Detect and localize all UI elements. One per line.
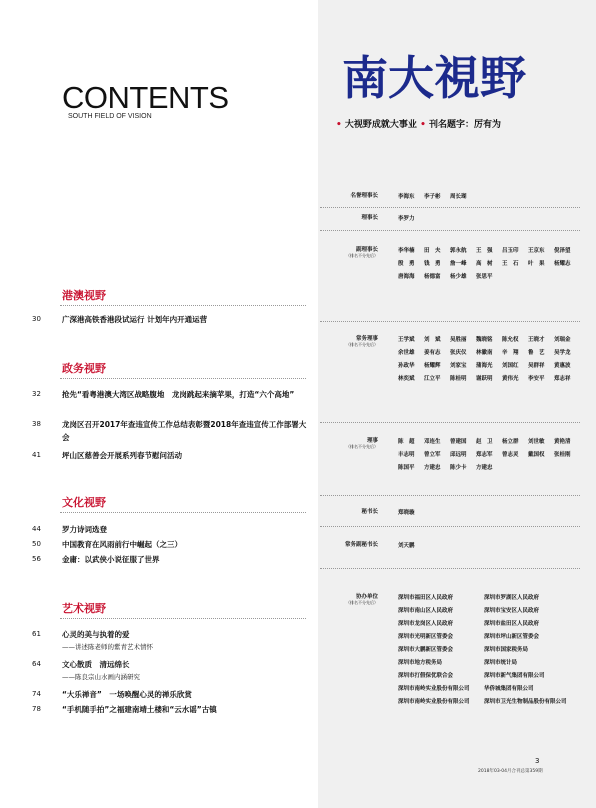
toc-page: 78	[32, 705, 41, 713]
section-rule	[60, 305, 306, 306]
board-member-name: 陈国平	[398, 465, 415, 471]
board-role: 常务理事 （排名不分先后）	[346, 336, 378, 347]
toc-title: 金庸：以武侠小说征服了世界	[62, 555, 160, 564]
board-member-name: 深圳市卫光生物制品股份有限公司	[484, 699, 567, 705]
board-member-name: 王 石	[502, 261, 519, 267]
board-names	[398, 334, 588, 386]
board-member-name: 郑志祥	[554, 376, 571, 382]
board-names	[398, 245, 588, 284]
board-role: 名誉理事长	[350, 193, 378, 199]
board-member-name: 殷 勇	[398, 261, 415, 267]
board-names	[398, 592, 588, 709]
board-member-name: 林徽南	[476, 350, 493, 356]
toc-title: 坪山区慈善会开展系列春节慰问活动	[62, 451, 182, 460]
board-member-name: 华侨城集团有限公司	[484, 686, 534, 692]
board-member-name: 江立平	[424, 376, 441, 382]
board-member-name: 高 树	[476, 261, 493, 267]
board-member-name: 杨立群	[502, 439, 519, 445]
toc-title	[62, 628, 312, 654]
red-bullet-icon: •	[420, 120, 426, 130]
toc-page: 56	[32, 555, 41, 563]
board-member-name: 深圳市龙岗区人民政府	[398, 621, 454, 627]
board-member-name: 陈允权	[502, 337, 519, 343]
board-member-name: 方建忠	[424, 465, 441, 471]
magazine-logo	[338, 44, 548, 110]
board-member-name: 曾建国	[450, 439, 467, 445]
board-member-name: 李安平	[528, 376, 545, 382]
toc-title: 广深港高铁香港段试运行 计划年内开通运营	[62, 315, 208, 324]
board-member-name: 詹一峰	[450, 261, 467, 267]
board-member-name: 姜有志	[424, 350, 441, 356]
board-member-name: 深圳市大鹏新区管委会	[398, 647, 454, 653]
board-member-name: 深圳市统计局	[484, 660, 518, 666]
toc-page: 38	[32, 420, 41, 428]
board-member-name: 深圳市光明新区管委会	[398, 634, 454, 640]
board-member-name: 深圳市南岭实业股份有限公司	[398, 686, 470, 692]
board-names	[398, 436, 588, 475]
toc-page: 41	[32, 451, 41, 459]
board-member-name: 钱 勇	[424, 261, 441, 267]
board-member-name: 张思平	[476, 274, 493, 280]
section-heading-art: 艺术视野	[62, 602, 106, 615]
board-member-name: 王学斌	[398, 337, 415, 343]
toc-title-main: 文心散质 清远绵长	[62, 660, 130, 669]
board-member-name: 戴国权	[528, 452, 545, 458]
board-rule	[320, 568, 580, 569]
toc-page: 30	[32, 315, 41, 323]
board-member-name: 王晓才	[528, 337, 545, 343]
board-member-name: 吕玉印	[502, 248, 519, 254]
board-member-name: 深圳市国家税务局	[484, 647, 529, 653]
board-member-name: 深圳市罗湖区人民政府	[484, 595, 540, 601]
board-member-name: 孙政华	[398, 363, 415, 369]
board-member-name: 林奕斌	[398, 376, 415, 382]
section-rule	[60, 618, 306, 619]
board-member-name: 田 夫	[424, 248, 441, 254]
board-member-name: 刘国红	[502, 363, 519, 369]
board-member-name: 黄惠波	[554, 363, 571, 369]
toc-title: 中国教育在风雨前行中崛起（之三）	[62, 540, 182, 549]
board-member-name: 吴胜丽	[450, 337, 467, 343]
board-member-name: 黄伟光	[502, 376, 519, 382]
board-member-name: 方建忠	[476, 465, 493, 471]
board-member-name: 深圳市南岭实业股份有限公司	[398, 699, 470, 705]
toc-page: 32	[32, 390, 41, 398]
toc-page: 44	[32, 525, 41, 533]
board-member-name: 郑志军	[476, 452, 493, 458]
board-role: 秘书长	[361, 509, 378, 515]
board-member-name: 黄艳清	[554, 439, 571, 445]
board-member-name: 唐海海	[398, 274, 415, 280]
board-member-name: 深圳市新气集团有限公司	[484, 673, 545, 679]
board-rule	[320, 526, 580, 527]
board-names: 郑晓璇	[398, 510, 415, 516]
toc-title-main: 心灵的美与执着的爱	[62, 630, 130, 639]
board-member-name: 刘 斌	[424, 337, 441, 343]
board-member-name: 陈 超	[398, 439, 415, 445]
section-rule	[60, 378, 306, 379]
board-member-name: 深圳市地方税务局	[398, 660, 443, 666]
contents-subtitle: SOUTH FIELD OF VISION	[68, 113, 152, 120]
section-heading-hk: 港澳视野	[62, 289, 106, 302]
board-member-name: 曾志灵	[502, 452, 519, 458]
board-rule	[320, 422, 580, 423]
issue-info: 2018年03-04月合刊总第359期	[478, 769, 543, 774]
board-member-name: 深圳市坪山新区管委会	[484, 634, 540, 640]
toc-page: 50	[32, 540, 41, 548]
board-member-name: 刘瑞金	[554, 337, 571, 343]
board-member-name: 蒲海光	[476, 363, 493, 369]
board-member-name: 邱远明	[450, 452, 467, 458]
red-bullet-icon: •	[336, 120, 342, 130]
board-role: 理事长	[361, 215, 378, 221]
board-member-name: 王 强	[476, 248, 493, 254]
board-member-name: 杨少雄	[450, 274, 467, 280]
board-member-name: 丰志明	[398, 452, 415, 458]
toc-title: 抢先“看粤港澳大湾区战略腹地 龙岗跳起来摘苹果，打造“六个高地”	[62, 390, 295, 399]
board-member-name: 曾立军	[424, 452, 441, 458]
board-member-name: 陈桂明	[450, 376, 467, 382]
board-names: 李海东 李子彬 周长瑚	[398, 194, 467, 200]
board-member-name: 倪泽望	[554, 248, 571, 254]
toc-page: 61	[32, 630, 41, 638]
logo-credit: 刊名题字：厉有为	[428, 120, 501, 130]
board-member-name: 吴群祥	[528, 363, 545, 369]
board-member-name: 邓连生	[424, 439, 441, 445]
toc-subtitle: ——陈良宗山水画内涵研究	[62, 673, 140, 681]
board-member-name: 刘世敏	[528, 439, 545, 445]
board-rule	[320, 495, 580, 496]
board-role: 理事 （排名不分先后）	[346, 438, 378, 449]
board-member-name: 吴学龙	[554, 350, 571, 356]
section-heading-gov: 政务视野	[62, 362, 106, 375]
toc-subtitle: ——讲述陈老师的紫青艺术情怀	[62, 643, 153, 651]
board-member-name: 深圳市打假保优联合会	[398, 673, 454, 679]
board-rule	[320, 230, 580, 231]
board-member-name: 杨耀志	[554, 261, 571, 267]
board-member-name: 余世雄	[398, 350, 415, 356]
board-rule	[320, 321, 580, 322]
board-member-name: 杨耀辉	[424, 363, 441, 369]
board-rule	[320, 207, 580, 208]
board-member-name: 郭永航	[450, 248, 467, 254]
logo-caption	[336, 117, 501, 130]
board-member-name: 鲁 艺	[528, 350, 545, 356]
toc-title	[62, 658, 312, 684]
board-member-name: 深圳市盐田区人民政府	[484, 621, 540, 627]
toc-page: 74	[32, 690, 41, 698]
board-member-name: 深圳市福田区人民政府	[398, 595, 454, 601]
logo-slogan: 大视野成就大事业	[344, 120, 417, 130]
page-number: 3	[535, 757, 540, 765]
board-member-name: 杨德富	[424, 274, 441, 280]
board-member-name: 深圳市宝安区人民政府	[484, 608, 540, 614]
contents-title: CONTENTS	[62, 80, 229, 115]
board-member-name: 李华楠	[398, 248, 415, 254]
section-rule	[60, 512, 306, 513]
board-member-name: 张桂刚	[554, 452, 571, 458]
toc-page: 64	[32, 660, 41, 668]
board-member-name: 魏晓铭	[476, 337, 493, 343]
board-role: 常务副秘书长	[344, 542, 378, 548]
section-heading-culture: 文化视野	[62, 496, 106, 509]
board-member-name: 王京东	[528, 248, 545, 254]
board-member-name: 辛 翔	[502, 350, 519, 356]
toc-title: 罗力诗词选登	[62, 525, 107, 534]
board-member-name: 赵 卫	[476, 439, 493, 445]
board-member-name: 张庆仪	[450, 350, 467, 356]
board-names: 刘天鹏	[398, 543, 415, 549]
board-member-name: 陈少卡	[450, 465, 467, 471]
logo-calligraphy	[338, 44, 548, 110]
board-member-name: 刘家宝	[450, 363, 467, 369]
board-role: 副理事长 （排名不分先后）	[346, 247, 378, 258]
board-role: 协办单位 （排名不分先后）	[346, 594, 378, 605]
board-member-name: 谢跃明	[476, 376, 493, 382]
board-names: 李罗力	[398, 216, 415, 222]
toc-title: “大乐禅音” 一场唤醒心灵的禅乐欣赏	[62, 690, 192, 699]
toc-title: 龙岗区召开2017年查违宣传工作总结表彰暨2018年查违宣传工作部署大会	[62, 420, 307, 442]
toc-title: “手机随手拍”之福建南靖土楼和“云水谣”古镇	[62, 705, 217, 714]
board-member-name: 深圳市南山区人民政府	[398, 608, 454, 614]
board-member-name: 叶 果	[528, 261, 545, 267]
logo-text: 南大視野	[342, 51, 526, 105]
